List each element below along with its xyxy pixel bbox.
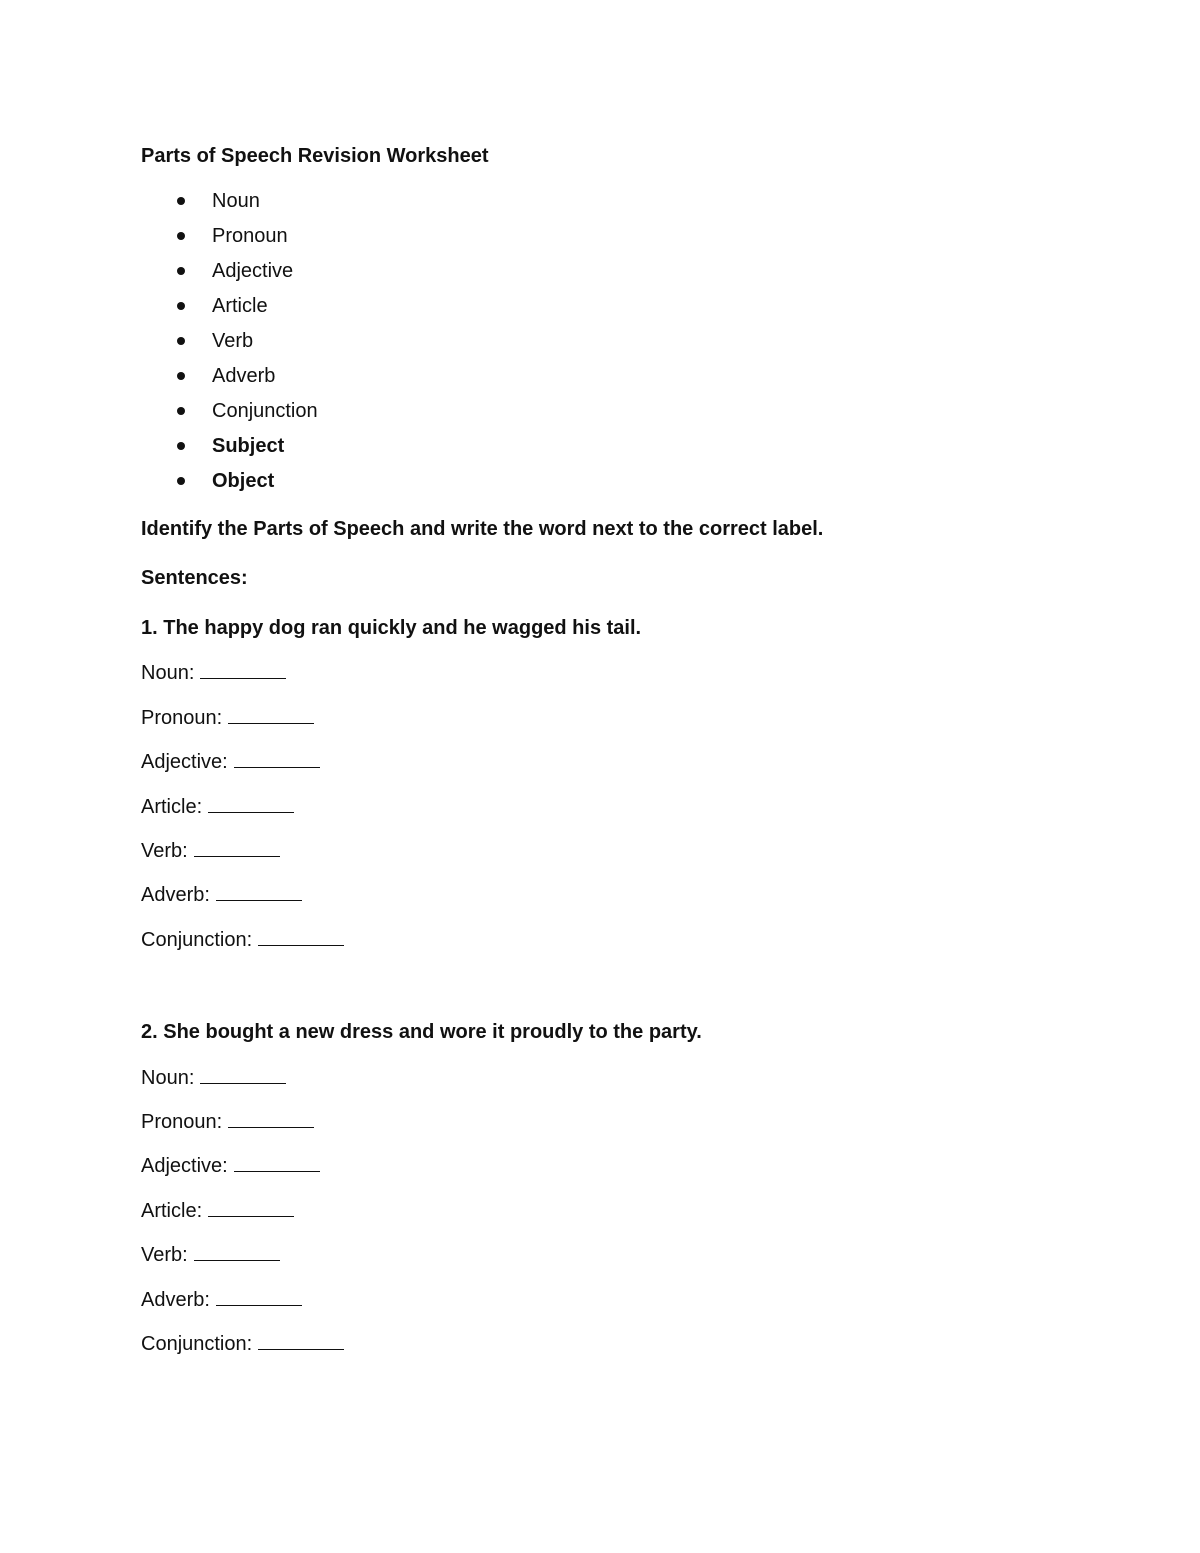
- list-item: Verb: [141, 329, 318, 364]
- answer-blank[interactable]: [216, 882, 302, 901]
- answer-label: Conjunction:: [141, 929, 253, 951]
- bullet-icon: [177, 442, 185, 450]
- answer-label: Verb:: [141, 1244, 188, 1266]
- answer-line: [141, 705, 314, 730]
- answer-line: [141, 1109, 314, 1134]
- answer-line: [141, 1065, 286, 1090]
- answer-line: [141, 1153, 320, 1178]
- answer-line: [141, 660, 286, 685]
- answer-blank[interactable]: [208, 794, 294, 813]
- bullet-icon: [177, 197, 185, 205]
- answer-blank[interactable]: [228, 1109, 314, 1128]
- answer-line: [141, 794, 294, 819]
- list-item: Pronoun: [141, 224, 318, 259]
- list-item: Adjective: [141, 259, 318, 294]
- answer-label: Pronoun:: [141, 707, 223, 729]
- answer-blank[interactable]: [208, 1198, 294, 1217]
- answer-blank[interactable]: [234, 749, 320, 768]
- answer-label: Conjunction:: [141, 1333, 253, 1355]
- answer-label: Adjective:: [141, 751, 228, 773]
- list-item: Conjunction: [141, 399, 318, 434]
- answer-blank[interactable]: [258, 927, 344, 946]
- list-item: Noun: [141, 189, 318, 224]
- answer-blank[interactable]: [258, 1331, 344, 1350]
- answer-line: [141, 749, 320, 774]
- answer-blank[interactable]: [194, 838, 280, 857]
- answer-label: Article:: [141, 796, 203, 818]
- bullet-icon: [177, 232, 185, 240]
- answer-label: Adverb:: [141, 884, 210, 906]
- answer-line: [141, 927, 344, 952]
- bullet-icon: [177, 302, 185, 310]
- bullet-icon: [177, 372, 185, 380]
- answer-line: [141, 838, 280, 863]
- answer-blank[interactable]: [200, 1065, 286, 1084]
- answer-label: Verb:: [141, 840, 188, 862]
- parts-of-speech-list: [141, 189, 318, 504]
- list-item: Object: [141, 469, 318, 504]
- answer-blank[interactable]: [228, 705, 314, 724]
- answer-label: Adjective:: [141, 1155, 228, 1177]
- answer-blank[interactable]: [216, 1287, 302, 1306]
- list-item: Subject: [141, 434, 318, 469]
- answer-label: Article:: [141, 1200, 203, 1222]
- instruction-text: Identify the Parts of Speech and write the word next to the correct label.: [141, 518, 824, 540]
- answer-line: [141, 882, 302, 907]
- answer-line: [141, 1287, 302, 1312]
- answer-blank[interactable]: [194, 1242, 280, 1261]
- page-title: Parts of Speech Revision Worksheet: [141, 145, 489, 167]
- sentences-heading: Sentences:: [141, 567, 248, 589]
- answer-blank[interactable]: [234, 1153, 320, 1172]
- answer-blank[interactable]: [200, 660, 286, 679]
- sentence-2: 2. She bought a new dress and wore it proudly to the party.: [141, 1021, 702, 1043]
- answer-line: [141, 1198, 294, 1223]
- bullet-icon: [177, 337, 185, 345]
- bullet-icon: [177, 477, 185, 485]
- answer-line: [141, 1331, 344, 1356]
- answer-label: Pronoun:: [141, 1111, 223, 1133]
- sentence-1: 1. The happy dog ran quickly and he wagged his tail.: [141, 617, 642, 639]
- answer-label: Adverb:: [141, 1289, 210, 1311]
- bullet-icon: [177, 267, 185, 275]
- list-item: Adverb: [141, 364, 318, 399]
- answer-label: Noun:: [141, 662, 195, 684]
- list-item: Article: [141, 294, 318, 329]
- answer-line: [141, 1242, 280, 1267]
- bullet-icon: [177, 407, 185, 415]
- answer-label: Noun:: [141, 1067, 195, 1089]
